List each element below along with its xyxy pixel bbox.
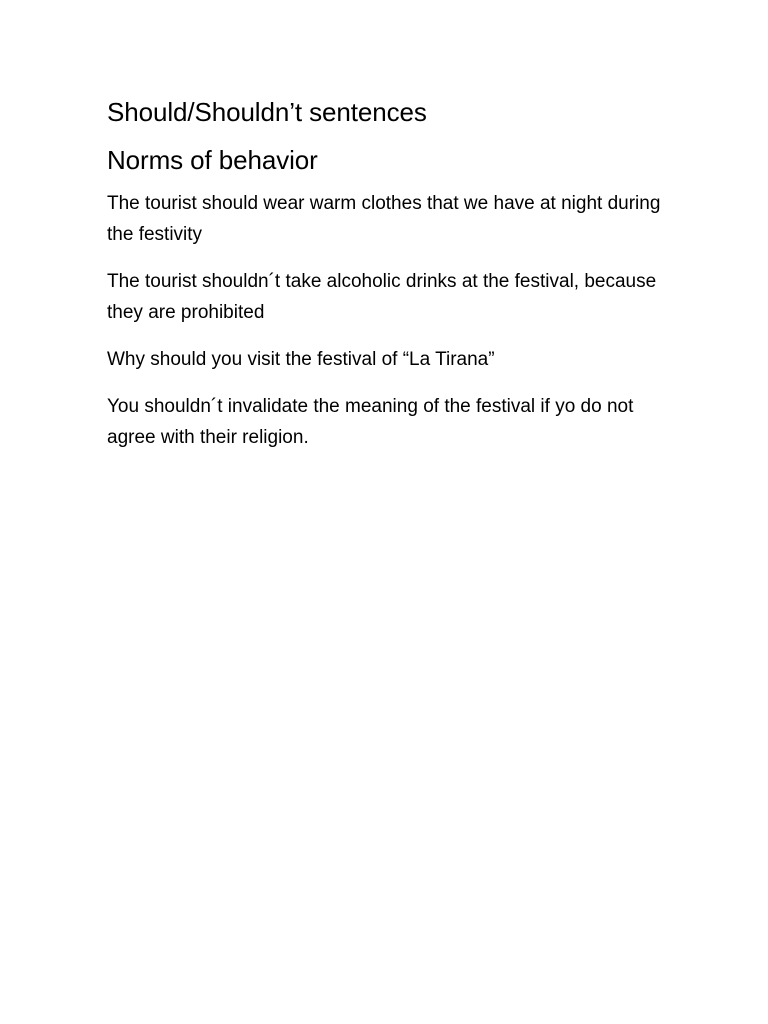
paragraph-warm-clothes: The tourist should wear warm clothes that we have at night during the festivity [107,193,661,245]
paragraph-visit-festival: Why should you visit the festival of “La Tirana” [107,349,495,370]
document-title: Should/Shouldn’t sentences [107,97,427,127]
paragraph-religion: You shouldn´t invalidate the meaning of the festival if yo do not agree with their religion. [107,396,634,448]
section-heading: Norms of behavior [107,145,318,175]
paragraph-alcoholic-drinks: The tourist shouldn´t take alcoholic drinks at the festival, because they are prohibited [107,271,657,323]
